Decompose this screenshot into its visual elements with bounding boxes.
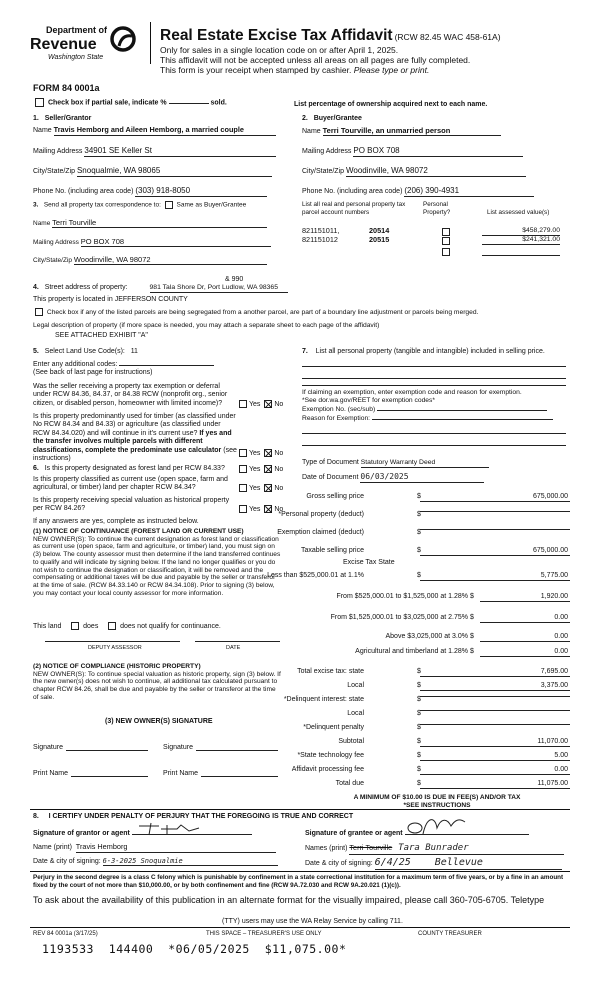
corr-mailing-row: Mailing Address PO BOX 708 <box>33 237 271 247</box>
grantee-date[interactable]: 6/4/25 Bellevue <box>375 857 562 870</box>
partial-sale-row <box>33 98 227 108</box>
calc-row: Local $ <box>0 710 600 720</box>
personal-property-row: 7. List all personal property (tangible and intangible) included in selling price. <box>302 348 545 355</box>
calc-row: Excise Tax State <box>343 559 395 566</box>
calc-amount[interactable]: 0.00 <box>480 633 570 642</box>
ownership-note: List percentage of ownership acquired next to each name. <box>294 101 488 108</box>
tty-note: (TTY) users may use the WA Relay Service by calling 711. <box>222 918 403 925</box>
seller-phone[interactable]: (303) 918-8050 <box>135 186 267 197</box>
historic-notice: (2) NOTICE OF COMPLIANCE (HISTORIC PROPERTY) NEW OWNER(S): To continue special valuation as historic property, sign (3) below. If the new owner(s) does not wish to continue, all additional tax calculated pursuant to chapter RCW 84.26, shall be due and payable by the seller or transferor at the time of sale. <box>33 663 281 701</box>
personal-property-heading: Personal Property? <box>423 201 451 216</box>
parcel-heading: List all real and personal property tax parcel account numbers <box>302 201 406 216</box>
calc-amount[interactable]: 675,000.00 <box>420 547 570 556</box>
perjury-note: Perjury in the second degree is a class C felony which is punishable by confinement in a state correctional institution for a maximum term of five years, or by a fine in an amount fixed by the court of not more than $10,000.00, or by both confinement and fine (RCW 9A.72.030 and RCW 9A.20.021 (1)(c)). <box>33 874 564 889</box>
seller-name[interactable]: Travis Hemborg and Aileen Hemborg, a married couple <box>54 126 276 136</box>
receipt-stamp: 1193533 144400 *06/05/2025 $11,075.00* <box>42 942 347 956</box>
rcw-text: (RCW 82.45 WAC 458-61A) <box>394 32 501 42</box>
seller-name-row: Name Travis Hemborg and Aileen Hemborg, a married couple <box>33 126 281 136</box>
buyer-phone-row: Phone No. (including area code) (206) 390-4931 <box>302 186 534 197</box>
calc-amount[interactable]: 1,920.00 <box>480 593 570 602</box>
personal-property-checkbox[interactable] <box>442 228 450 236</box>
calc-amount[interactable] <box>420 724 570 725</box>
seller-mailing-row: Mailing Address 34901 SE Keller St <box>33 146 276 157</box>
personal-property-line[interactable] <box>302 366 566 367</box>
dept-line1: Department of <box>46 25 108 35</box>
street-address[interactable]: 981 Tala Shore Dr, Port Ludlow, WA 98365 <box>150 284 288 293</box>
land-use-code[interactable]: 11 <box>130 348 138 355</box>
print-name-label: Print Name <box>33 770 71 778</box>
corr-mailing[interactable]: PO BOX 708 <box>81 237 271 247</box>
calc-row: *Delinquent interest: state $ <box>0 696 600 706</box>
calc-row: Less than $525,000.01 at 1.1% $ 5,775.00 <box>0 572 600 582</box>
assessed-heading: List assessed value(s) <box>487 209 550 216</box>
segregate-row: Check box if any of the listed parcels are being segregated from a another parcel, are part of a boundary line adjustment or parcels being merged. <box>33 308 478 317</box>
form-number: FORM 84 0001a <box>33 83 100 93</box>
continuance-notice: (1) NOTICE OF CONTINUANCE (FOREST LAND OR CURRENT USE) NEW OWNER(S): To continue the current designation as forest land or classification as current use (open space, farm and agriculture, or timber) land, you must sign on (3) below. The county assessor must then determine if the land transferred continues to qualify and will indicate by signing below. If the land no longer qualifies or you do not wish to continue the designation or classification, it will be removed and the compensating or additional taxes will be due and payable by the seller or transferor at the time of sale. (RCW 84.33.140 or RCW 84.34.108). Prior to signing (3) below, you may contact your local county assessor for more information. <box>33 528 281 597</box>
rev-number: REV 84 0001a (3/17/25) <box>33 931 98 937</box>
seller-mailing[interactable]: 34901 SE Keller St <box>84 146 276 157</box>
calc-row: Exemption claimed (deduct) $ <box>0 529 600 539</box>
buyer-city-row: City/State/Zip Woodinville, WA 98072 <box>302 166 526 177</box>
buyer-phone[interactable]: (206) 390-4931 <box>404 186 534 197</box>
seller-city-row: City/State/Zip Snoqualmie, WA 98065 <box>33 166 272 177</box>
personal-property-checkbox[interactable] <box>442 237 450 245</box>
seller-city[interactable]: Snoqualmie, WA 98065 <box>77 166 272 177</box>
new-owner-heading: (3) NEW OWNER(S) SIGNATURE <box>105 718 213 725</box>
grantor-signature[interactable] <box>132 827 252 835</box>
partial-sale-suffix: sold. <box>210 99 227 107</box>
header-divider <box>150 22 151 64</box>
partial-sale-percent[interactable] <box>169 103 209 104</box>
grantor-name[interactable]: Travis Hemborg <box>76 843 276 853</box>
street-row: 4. Street address of property: 981 Tala Shore Dr, Port Ludlow, WA 98365 <box>33 284 288 293</box>
treasurer-use: THIS SPACE – TREASURER'S USE ONLY <box>206 931 322 937</box>
grantor-date-row: Date & city of signing: 6-3-2025 Snoqualmie <box>33 857 278 866</box>
cert-heading: 8. I CERTIFY UNDER PENALTY OF PERJURY THAT THE FOREGOING IS TRUE AND CORRECT <box>33 813 354 820</box>
seller-phone-row: Phone No. (including area code) (303) 918-8050 <box>33 186 267 197</box>
document-date-row: Date of Document 06/03/2025 <box>302 472 484 483</box>
deputy-label: DEPUTY ASSESSOR <box>88 645 142 651</box>
q7-no-checkbox[interactable] <box>264 484 272 492</box>
grantor-sig-row: Signature of grantor or agent <box>33 827 252 838</box>
calc-amount[interactable]: 3,375.00 <box>420 682 570 691</box>
q2-no-checkbox[interactable] <box>264 449 272 457</box>
exemption-line[interactable] <box>302 445 566 446</box>
personal-property-line[interactable] <box>302 378 566 379</box>
same-as-buyer-checkbox[interactable] <box>165 201 173 209</box>
grantee-signature-scribble-icon <box>407 814 467 836</box>
buyer-mailing[interactable]: PO BOX 708 <box>353 146 523 157</box>
grantee-signature[interactable] <box>405 827 529 835</box>
grantee-name[interactable]: Terri Tourville Tara Bunrader <box>349 843 564 855</box>
document-type-row: Type of Document Statutory Warranty Deed <box>302 459 489 468</box>
exemption-reason[interactable] <box>372 414 553 420</box>
county-line: This property is located in JEFFERSON COUNTY <box>33 296 188 303</box>
buyer-name-row: Name Terri Tourville, an unmarried person <box>302 126 501 136</box>
calc-amount[interactable] <box>420 696 570 697</box>
footer-rule <box>30 927 570 928</box>
header-notes <box>160 46 470 75</box>
title-text: Real Estate Excise Tax Affidavit <box>160 27 393 44</box>
corr-city-row: City/State/Zip Woodinville, WA 98072 <box>33 255 267 265</box>
minimum-note: A MINIMUM OF $10.00 IS DUE IN FEE(S) AND/OR TAX *SEE INSTRUCTIONS <box>353 794 521 809</box>
grantor-date[interactable]: 6-3-2025 Snoqualmie <box>103 857 278 866</box>
seller-heading: 1. Seller/Grantor <box>33 115 92 122</box>
calc-row: *State technology fee $ 5.00 <box>0 752 600 762</box>
land-use-row: 5. Select Land Use Code(s): 11 <box>33 348 138 355</box>
calc-amount[interactable] <box>420 710 570 711</box>
calc-row: Total excise tax: state $ 7,695.00 <box>0 668 600 678</box>
calc-row: Local $ 3,375.00 <box>0 682 600 692</box>
calc-amount[interactable]: 675,000.00 <box>420 493 570 502</box>
q6-yes-checkbox[interactable] <box>239 465 247 473</box>
buyer-mailing-row: Mailing Address PO BOX 708 <box>302 146 523 157</box>
calc-row: Above $3,025,000 at 3.0% $ 0.00 <box>0 633 600 643</box>
dept-line2: Revenue <box>30 36 97 53</box>
partial-sale-label: Check box if partial sale, indicate % <box>47 99 167 107</box>
q-current-use: Is this property classified as current use (open space, farm and agricultural, or timber) land per chapter RCW 84.34? Yes No <box>33 476 284 492</box>
personal-property-checkbox[interactable] <box>442 248 450 256</box>
cert-bottom-rule <box>30 871 570 872</box>
grantee-date-row: Date & city of signing: 6/4/25 Bellevue <box>305 857 562 870</box>
note-1: Only for sales in a single location code on or after April 1, 2025. <box>160 45 399 55</box>
calc-row: Gross selling price $ 675,000.00 <box>0 493 600 503</box>
calc-amount[interactable] <box>420 529 570 530</box>
calc-row: Total due $ 11,075.00 <box>0 780 600 790</box>
dept-line3: Washington State <box>48 54 104 61</box>
q2-yes-checkbox[interactable] <box>239 449 247 457</box>
calc-amount[interactable]: 5.00 <box>420 752 570 761</box>
q-timber: Is this property predominantly used for timber (as classified under No RCW 84.34 and 84.33) or agriculture (as classified under RCW 84.34.020) and will continue in it's current use? If yes and the transfer involves multiple parcels with different classifications, complete the predominate use calculator (see instructions) Yes No <box>33 413 284 462</box>
calc-amount[interactable]: 11,070.00 <box>420 738 570 747</box>
county-treasurer: COUNTY TREASURER <box>418 931 482 937</box>
grantor-name-row: Name (print) Travis Hemborg <box>33 843 276 853</box>
print-name-label: Print Name <box>163 770 201 778</box>
additional-codes[interactable] <box>119 359 214 366</box>
calc-row: From $525,000.01 to $1,525,000 at 1.28% $ 1,920.00 <box>0 593 600 603</box>
calc-row: From $1,525,000.01 to $3,025,000 at 2.75% $ 0.00 <box>0 614 600 624</box>
correspondence-heading: 3. Send all property tax correspondence to: Same as Buyer/Grantee <box>33 201 247 209</box>
exhibit-note: SEE ATTACHED EXHIBIT "A" <box>55 332 148 339</box>
q6-no-checkbox[interactable] <box>264 465 272 473</box>
calc-row: Agricultural and timberland at 1.28% $ 0.00 <box>0 648 600 658</box>
q-forest: 6. Is this property designated as forest land per RCW 84.33? Yes No <box>33 465 284 473</box>
exemption-top-line[interactable] <box>302 385 566 386</box>
note-3: This form is your receipt when stamped by cashier. Please type or print. <box>160 64 430 75</box>
additional-codes-row: Enter any additional codes: <box>33 359 214 369</box>
parcel-row: 821151011, 20514 $458,279.00 <box>302 226 560 235</box>
grantee-sig-row: Signature of grantee or agent <box>305 827 529 838</box>
q-exemption: Was the seller receiving a property tax exemption or deferral under RCW 84.36, 84.37, or 84.38 RCW (nonprofit org., senior citizen, or disabled person, homeowner with limited income)? Yes No <box>33 383 284 408</box>
corr-city[interactable]: Woodinville, WA 98072 <box>74 255 267 265</box>
calc-row: Subtotal $ 11,070.00 <box>0 738 600 748</box>
buyer-name[interactable]: Terri Tourville, an unmarried person <box>323 126 501 136</box>
buyer-heading: 2. Buyer/Grantee <box>302 115 362 122</box>
signature-label: Signature <box>163 744 196 752</box>
legal-description: Legal description of property (if more space is needed, you may attach a separate sheet to each page of the affidavit) <box>33 322 380 329</box>
signature-label: Signature <box>33 744 66 752</box>
dor-logo <box>30 22 140 70</box>
q1-yes-checkbox[interactable] <box>239 400 247 408</box>
q-historic: Is this property receiving special valuation as historical property per RCW 84.26? Yes No <box>33 497 284 513</box>
date-label: DATE <box>226 645 241 651</box>
parcel-row-blank <box>302 247 562 257</box>
see-back: (See back of last page for instructions) <box>33 369 153 376</box>
q1-no-checkbox[interactable] <box>264 400 272 408</box>
buyer-city[interactable]: Woodinville, WA 98072 <box>346 166 526 177</box>
document-type[interactable]: Statutory Warranty Deed <box>361 459 489 468</box>
document-date[interactable]: 06/03/2025 <box>360 472 484 483</box>
exemption-line[interactable] <box>302 433 566 434</box>
calc-row: *Delinquent penalty $ <box>0 724 600 734</box>
form-title <box>160 27 501 46</box>
calc-amount[interactable]: 5,775.00 <box>420 572 570 581</box>
accessibility-note: To ask about the availability of this publication in an alternate format for the visually impaired, please call 360-705-6705. Teletype <box>33 895 545 905</box>
calc-row: *Personal property (deduct) $ <box>0 511 600 521</box>
street-above: & 990 <box>225 276 244 283</box>
calc-amount[interactable] <box>420 511 570 512</box>
cert-top-rule <box>30 809 570 810</box>
calc-amount[interactable]: 11,075.00 <box>420 780 570 789</box>
this-land-row: This land does does not qualify for continuance. <box>33 622 221 630</box>
calc-amount[interactable]: 0.00 <box>420 766 570 775</box>
calc-row: Affidavit processing fee $ 0.00 <box>0 766 600 776</box>
calc-amount[interactable]: 0.00 <box>480 614 570 623</box>
calc-amount[interactable]: 7,695.00 <box>420 668 570 677</box>
exemption-no[interactable] <box>377 405 547 411</box>
if-yes-note: If any answers are yes, complete as instructed below. <box>33 518 199 525</box>
grantee-name-row: Names (print) Terri Tourville Tara Bunrader <box>305 843 564 855</box>
exemption-block: If claiming an exemption, enter exemption code and reason for exemption. *See dor.wa.gov/REET for exemption codes* Exemption No. (sec/sub) Reason for Exemption: <box>302 389 553 423</box>
calc-row: Taxable selling price $ 675,000.00 <box>0 547 600 557</box>
grantor-signature-scribble-icon <box>137 822 207 836</box>
note-2: This affidavit will not be accepted unless all areas on all pages are fully completed. <box>160 54 471 65</box>
q7-yes-checkbox[interactable] <box>239 484 247 492</box>
dor-emblem-icon <box>110 26 136 52</box>
parcel-row: 821151012 20515 $241,321.00 <box>302 235 560 244</box>
partial-sale-checkbox[interactable] <box>35 98 44 107</box>
calc-amount[interactable]: 0.00 <box>480 648 570 657</box>
corr-name[interactable]: Terri Tourville <box>52 218 267 228</box>
segregate-checkbox[interactable] <box>35 308 43 316</box>
corr-name-row: Name Terri Tourville <box>33 218 267 228</box>
